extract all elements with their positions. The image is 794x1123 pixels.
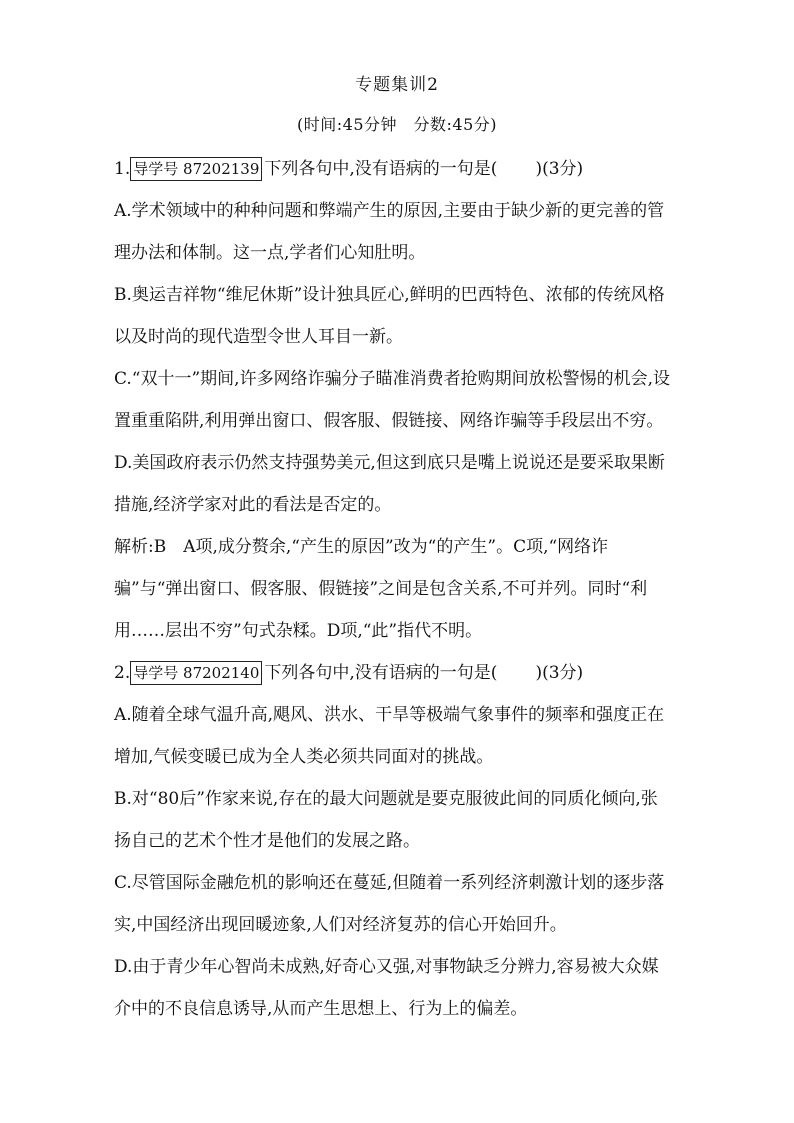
question-2-option-b: B.对“80后”作家来说,存在的最大问题就是要克服彼此间的同质化倾向,张扬自己的艺术个性才是他们的发展之路。 [114,789,658,851]
question-1-score: )(3分) [535,159,584,179]
question-2-stem [114,652,674,694]
question-2-tag-label: 导学号 [133,664,179,682]
question-2-number: 2. [114,663,131,683]
question-1-option-d: D.美国政府表示仍然支持强势美元,但这到底只是嘴上说说还是要采取果断措施,经济学家对此的看法是否定的。 [114,453,665,515]
question-2-option-d: D.由于青少年心智尚未成熟,好奇心又强,对事物缺乏分辨力,容易被大众媒介中的不良信息诱导,从而产生思想上、行为上的偏差。 [114,957,659,1019]
question-1-stem-text: 下列各句中,没有语病的一句是( [264,159,498,179]
question-2-tag-code: 87202140 [183,664,260,682]
question-1-option-c: C.“双十一”期间,许多网络诈骗分子瞄准消费者抢购期间放松警惕的机会,设置重重陷阱,利用弹出窗口、假客服、假链接、网络诈骗等手段层出不穷。 [114,369,670,431]
question-1-number: 1. [114,159,131,179]
question-1-tag-label: 导学号 [133,160,179,178]
page-subtitle: (时间:45分钟 分数:45分) [297,115,497,134]
question-1-option-a: A.学术领域中的种种问题和弊端产生的原因,主要由于缺少新的更完善的管理办法和体制。这一点,学者们心知肚明。 [114,201,665,263]
question-content [114,148,674,1030]
question-2-option-a: A.随着全球气温升高,飓风、洪水、干旱等极端气象事件的频率和强度正在增加,气候变暖已成为全人类必须共同面对的挑战。 [114,705,665,767]
question-1-analysis: 解析:B A项,成分赘余,“产生的原因”改为“的产生”。C项,“网络诈骗”与“弹出窗口、假客服、假链接”之间是包含关系,不可并列。同时“利用……层出不穷”句式杂糅。D项,“此”指代不明。 [114,537,648,641]
question-1-stem [114,148,674,190]
question-2-tag [130,661,262,685]
question-1-option-b: B.奥运吉祥物“维尼休斯”设计独具匠心,鲜明的巴西特色、浓郁的传统风格以及时尚的现代造型令世人耳目一新。 [114,285,665,347]
question-1-tag-code: 87202139 [183,160,260,178]
question-2-score: )(3分) [535,663,584,683]
question-2-option-c: C.尽管国际金融危机的影响还在蔓延,但随着一系列经济刺激计划的逐步落实,中国经济出现回暖迹象,人们对经济复苏的信心开始回升。 [114,873,665,935]
question-2-stem-text: 下列各句中,没有语病的一句是( [264,663,498,683]
question-1-tag [130,157,262,181]
page-title: 专题集训2 [355,75,439,95]
